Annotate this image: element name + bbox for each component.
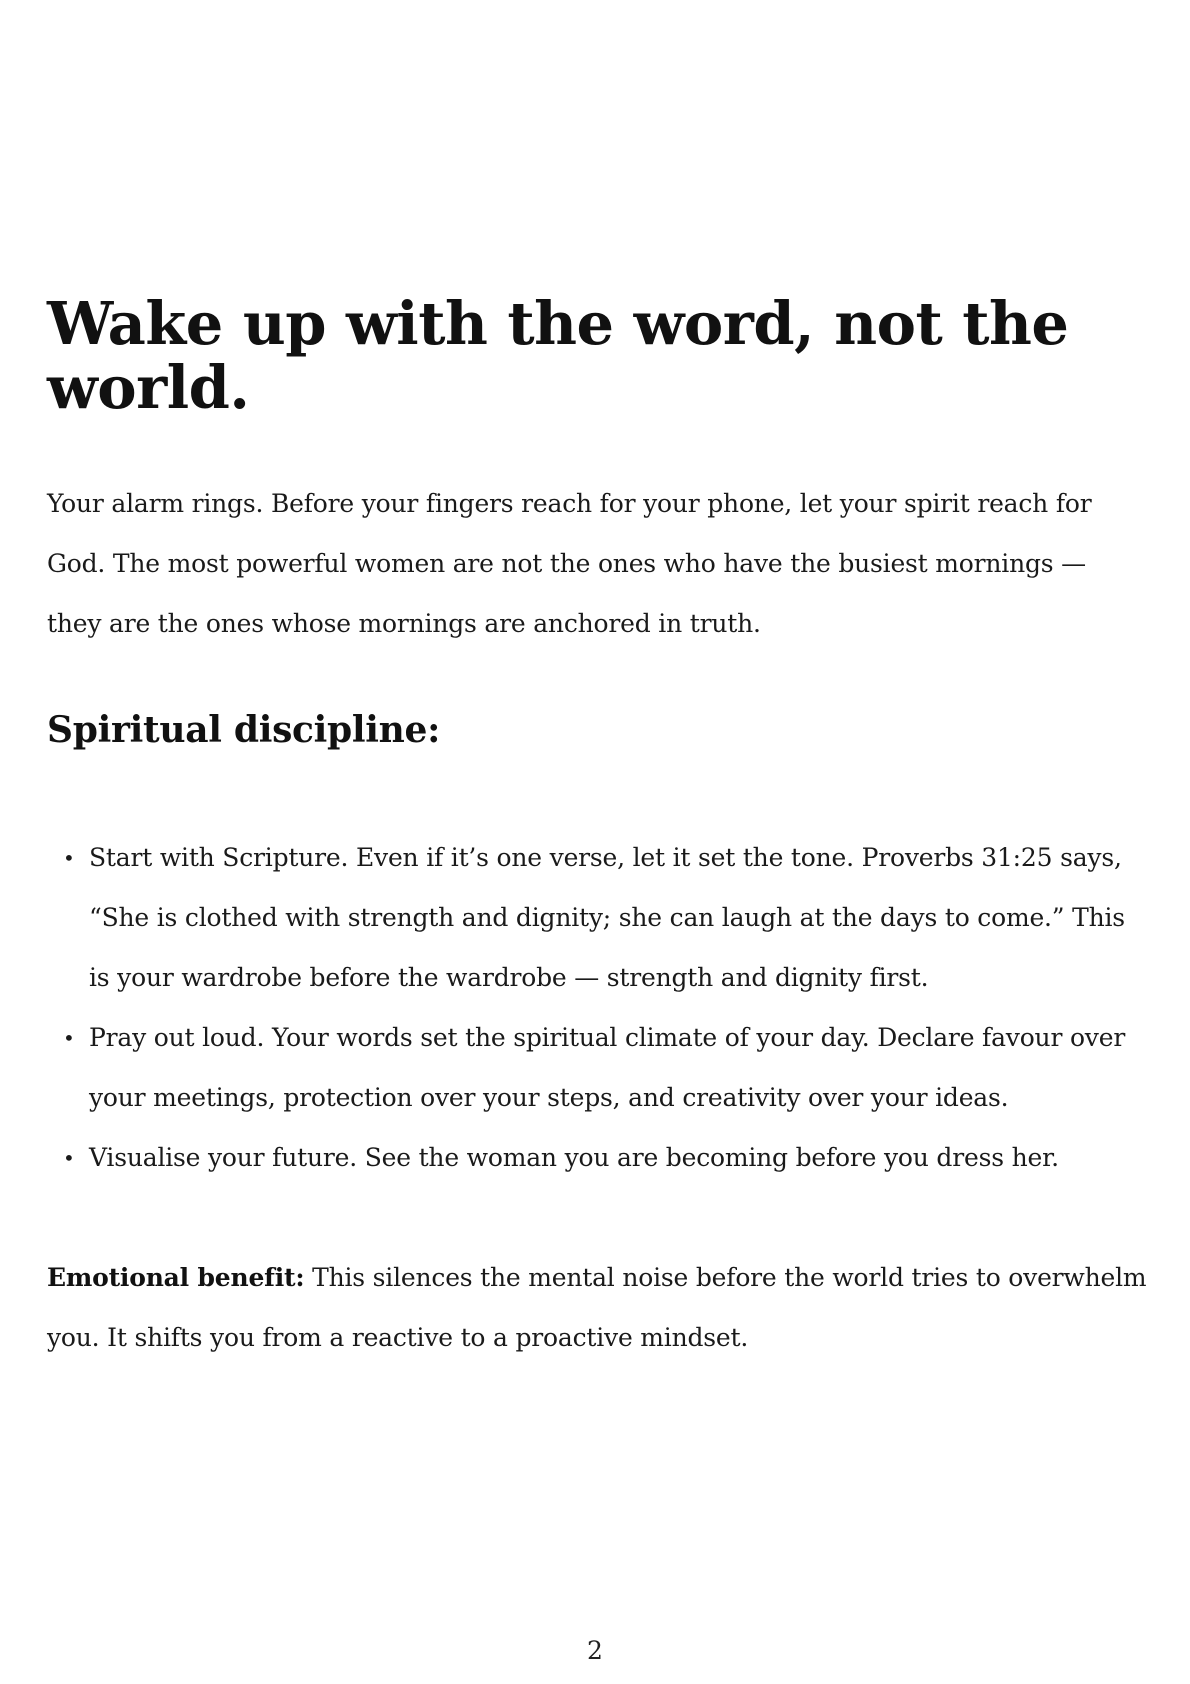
page-title: Wake up with the word, not the world. (47, 289, 1069, 422)
page-number: 2 (587, 1636, 603, 1665)
list-item-text: Pray out loud. Your words set the spiritual climate of your day. Declare favour over your meetings, protection over your steps, and creativity over your ideas. (89, 1023, 1126, 1112)
bullet-list (47, 828, 1147, 1188)
section-heading: Spiritual discipline: (47, 709, 441, 751)
list-item (63, 1128, 1147, 1188)
bullet-icon: • (63, 846, 75, 870)
benefit-label: Emotional benefit: (47, 1263, 305, 1292)
list-item (63, 828, 1147, 1008)
bullet-icon: • (63, 1026, 75, 1050)
list-item (63, 1008, 1147, 1128)
bullet-icon: • (63, 1146, 75, 1170)
page-content (47, 289, 1147, 1368)
list-item-text: Visualise your future. See the woman you are becoming before you dress her. (89, 1143, 1059, 1172)
benefit-text: This silences the mental noise before the world tries to overwhelm you. It shifts you from a reactive to a proactive mindset. (47, 1263, 1147, 1352)
benefit-paragraph (47, 1248, 1147, 1368)
list-item-text: Start with Scripture. Even if it’s one verse, let it set the tone. Proverbs 31:25 says, “She is clothed with strength and dignity; she can laugh at the days to come.” This is your wardrobe before the wardrobe — strength and dignity first. (89, 843, 1125, 992)
intro-paragraph: Your alarm rings. Before your fingers reach for your phone, let your spirit reach for God. The most powerful women are not the ones who have the busiest mornings — they are the ones whose mornings are anchored in truth. (47, 489, 1092, 638)
